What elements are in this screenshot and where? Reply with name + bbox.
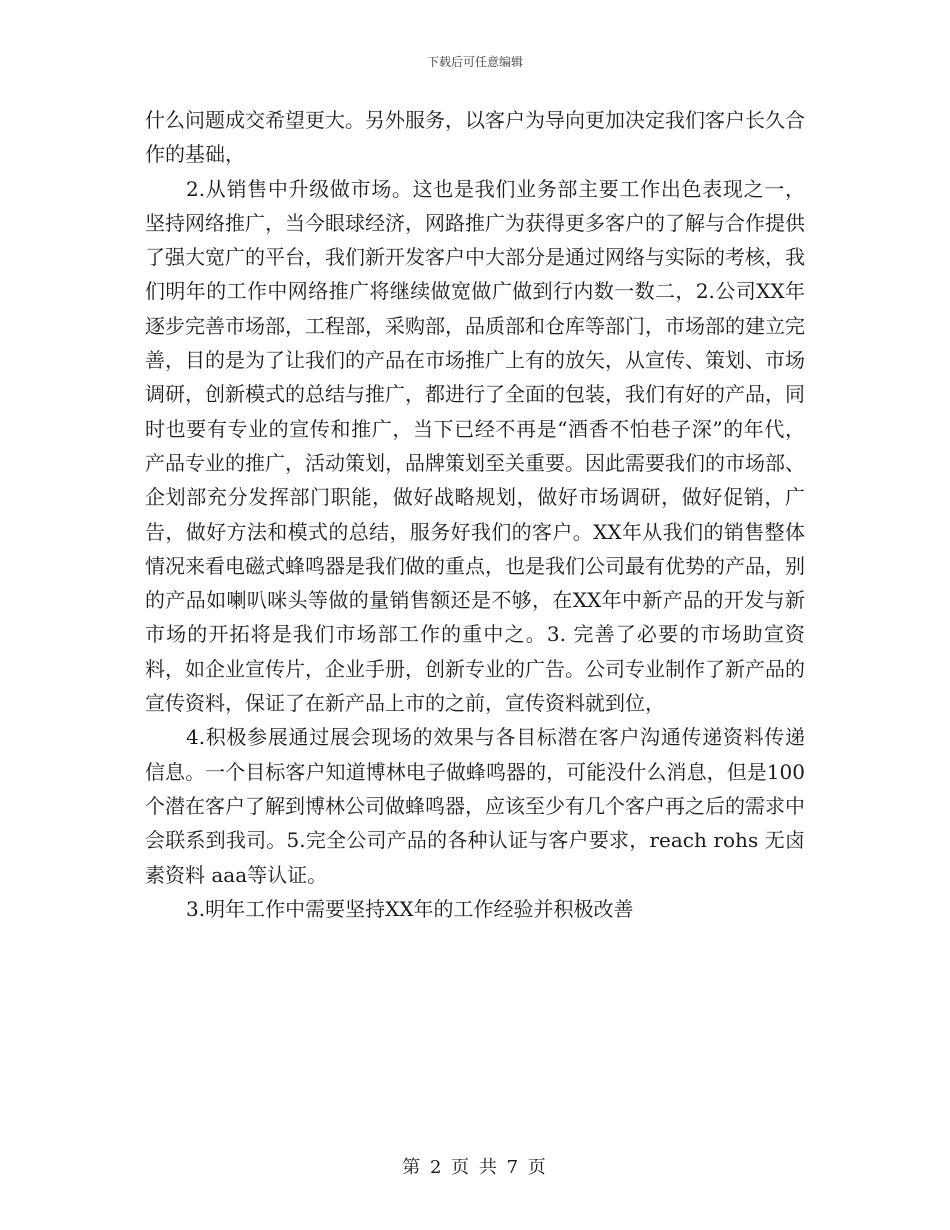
paragraph-1: 什么问题成交希望更大。另外服务，以客户为导向更加决定我们客户长久合作的基础， <box>145 108 805 167</box>
document-body <box>145 103 805 926</box>
page-number-footer: 第 2 页 共 7 页 <box>402 1157 548 1178</box>
paragraph-2: 2.从销售中升级做市场。这也是我们业务部主要工作出色表现之一，坚持网络推广，当今眼球经济，网路推广为获得更多客户的了解与合作提供了强大宽广的平台，我们新开发客户中大部分是通过网络与实际的考核，我们明年的工作中网络推广将继续做宽做广做到行内数一数二，2.公司XX年逐步完善市场部，工程部，采购部，品质部和仓库等部门，市场部的建立完善，目的是为了让我们的产品在市场推广上有的放矢，从宣传、策划、市场调研，创新模式的总结与推广，都进行了全面的包装，我们有好的产品，同时也要有专业的宣传和推广，当下已经不再是“酒香不怕巷子深”的年代，产品专业的推广，活动策划，品牌策划至关重要。因此需要我们的市场部、企划部充分发挥部门职能，做好战略规划，做好市场调研，做好促销，广告，做好方法和模式的总结，服务好我们的客户。XX年从我们的销售整体情况来看电磁式蜂鸣器是我们做的重点，也是我们公司最有优势的产品，别的产品如喇叭咪头等做的量销售额还是不够，在XX年中新产品的开发与新市场的开拓将是我们市场部工作的重中之。3. 完善了必要的市场助宣资料，如企业宣传片，企业手册，创新专业的广告。公司专业制作了新产品的宣传资料，保证了在新产品上市的之前，宣传资料就到位， <box>145 176 805 716</box>
header-note: 下载后可任意编辑 <box>426 55 523 69</box>
paragraph-4: 3.明年工作中需要坚持XX年的工作经验并积极改善 <box>186 896 634 921</box>
paragraph-3: 4.积极参展通过展会现场的效果与各目标潜在客户沟通传递资料传递信息。一个目标客户知道博林电子做蜂鸣器的，可能没什么消息，但是100个潜在客户了解到博林公司做蜂鸣器，应该至少有几个客户再之后的需求中会联系到我司。5.完全公司产品的各种认证与客户要求，reach rohs 无卤素资料 aaa等认证。 <box>145 725 805 887</box>
